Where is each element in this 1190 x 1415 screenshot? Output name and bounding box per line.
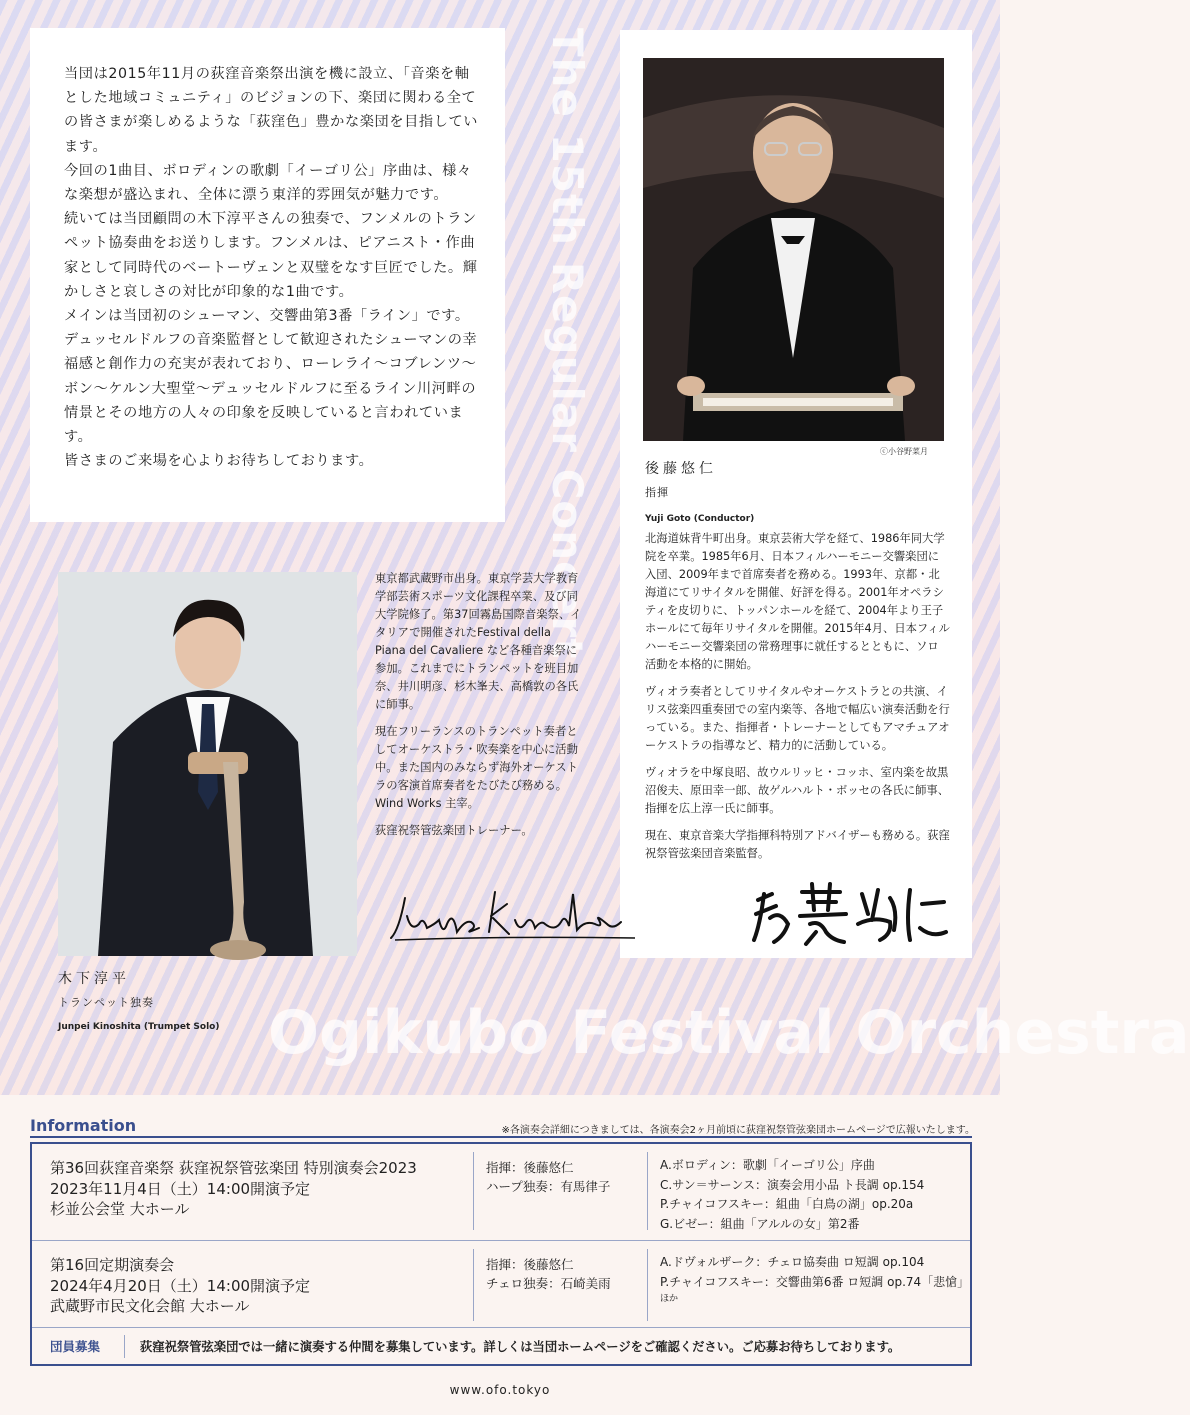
- conductor-portrait-illustration: [643, 58, 944, 441]
- conductor-bio-paragraph: 北海道妹背牛町出身。東京芸術大学を経て、1986年同大学院を卒業。1985年6月、日本フィルハーモニー交響楽団に入団、2009年まで首席奏者を務める。1993年、京都・北海道にてリサイタルを開催、好評を得る。2001年オペラシティを皮切りに、トッパンホールを経て、2004年より王子ホールにて毎年リサイタルを開催。2015年4月、日本フィルハーモニー交響楽団の常務理事に就任するとともに、ソロ活動を本格的に開始。: [645, 532, 950, 671]
- event-performers: [486, 1255, 611, 1293]
- recruit-row: [32, 1327, 970, 1365]
- conductor-bio-paragraph: ヴィオラ奏者としてリサイタルやオーケストラとの共演、イリス弦楽四重奏団での室内楽等、各地で幅広い演奏活動を行っている。また、指揮者・トレーナーとしてもアマチュアオーケストラの指導など、精力的に活動している。: [645, 685, 950, 752]
- photo-credit: ⓒ小谷野菜月: [880, 447, 928, 456]
- column-divider: [473, 1249, 474, 1321]
- conductor-name-block: [645, 458, 754, 524]
- program-note: ほか: [660, 1294, 679, 1304]
- conductor-role-jp: 指揮: [645, 486, 669, 499]
- event-row: [32, 1240, 970, 1329]
- intro-paragraph: 今回の1曲目、ボロディンの歌劇「イーゴリ公」序曲は、様々な楽想が盛込まれ、全体に漂う東洋的雰囲気が魅力です。: [64, 162, 472, 204]
- event-date: 2024年4月20日（土）14:00開演予定: [50, 1276, 311, 1295]
- event-row: [32, 1144, 970, 1238]
- trumpeter-name-jp: 木下淳平: [58, 971, 130, 987]
- recruit-label: 団員募集: [50, 1339, 101, 1354]
- website-url[interactable]: www.ofo.tokyo: [449, 1383, 551, 1397]
- column-divider: [124, 1335, 125, 1358]
- intro-paragraph: 続いては当団顧問の木下淳平さんの独奏で、フンメルのトランペット協奏曲をお送りします。フンメルは、ピアニスト・作曲家として同時代のベートーヴェンと双璧をなす巨匠でした。輝かしさと哀しさの対比が印象的な1曲です。: [64, 211, 478, 300]
- information-table: [30, 1142, 972, 1366]
- intro-box: [30, 28, 505, 522]
- conductor-signature: [750, 880, 950, 950]
- trumpeter-name-block: [58, 968, 219, 1032]
- performer: 指揮：後藤悠仁: [486, 1160, 574, 1175]
- event-details: [50, 1158, 417, 1220]
- trumpeter-bio-paragraph: 東京都武蔵野市出身。東京学芸大学教育学部芸術スポーツ文化課程卒業、及び同大学院修了。第37回霧島国際音楽祭、イタリアで開催されたFestival della Piana del Cavaliere など各種音楽祭に参加。これまでにトランペットを班目加奈、井川明彦、杉木峯夫、高橋敦の各氏に師事。: [375, 572, 582, 711]
- performer: チェロ独奏：石崎美雨: [486, 1276, 611, 1291]
- conductor-bio: [645, 530, 950, 863]
- event-title: 第36回荻窪音楽祭 荻窪祝祭管弦楽団 特別演奏会2023: [50, 1159, 417, 1177]
- trumpeter-signature: [385, 880, 645, 950]
- conductor-name-en: Yuji Goto (Conductor): [645, 514, 755, 524]
- event-date: 2023年11月4日（土）14:00開演予定: [50, 1179, 311, 1198]
- trumpeter-bio-paragraph: 現在フリーランスのトランペット奏者としてオーケストラ・吹奏楽を中心に活動中。また国内のみならず海外オーケストラの客演首席奏者をたびたび務める。Wind Works 主宰。: [375, 725, 578, 810]
- program-item: C.サン＝サーンス：演奏会用小品 ト長調 op.154: [660, 1177, 925, 1192]
- event-venue: 武蔵野市民文化会館 大ホール: [50, 1297, 250, 1315]
- trumpeter-photo: [58, 572, 357, 956]
- event-performers: [486, 1158, 610, 1196]
- orchestra-name-watermark: Ogikubo Festival Orchestra: [268, 998, 1190, 1068]
- event-program: [660, 1156, 924, 1234]
- intro-paragraph: 当団は2015年11月の荻窪音楽祭出演を機に設立、「音楽を軸とした地域コミュニティ」のビジョンの下、楽団に関わる全ての皆さまが楽しめるような「荻窪色」豊かな楽団を目指しています。: [64, 66, 479, 155]
- performer: ハープ独奏：有馬律子: [486, 1179, 611, 1194]
- conductor-bio-paragraph: ヴィオラを中塚良昭、故ウルリッヒ・コッホ、室内楽を故黒沼俊夫、原田幸一郎、故ゲルハルト・ボッセの各氏に師事、指揮を広上淳一氏に師事。: [645, 766, 950, 815]
- event-program: [660, 1253, 969, 1306]
- information-heading: Information: [30, 1116, 137, 1135]
- program-item: A.ドヴォルザーク：チェロ協奏曲 ロ短調 op.104: [660, 1255, 925, 1269]
- vertical-concert-title: The 15th Regular Concert: [543, 28, 592, 660]
- event-details: [50, 1255, 310, 1317]
- event-venue: 杉並公会堂 大ホール: [50, 1200, 190, 1218]
- column-divider: [473, 1152, 474, 1230]
- column-divider: [647, 1152, 648, 1230]
- event-title: 第16回定期演奏会: [50, 1256, 175, 1274]
- trumpeter-portrait-illustration: [58, 572, 357, 956]
- performer: 指揮：後藤悠仁: [486, 1257, 574, 1272]
- program-item: P.チャイコフスキー：交響曲第6番 ロ短調 op.74「悲愴」: [660, 1274, 970, 1289]
- trumpeter-role-jp: トランペット独奏: [58, 996, 154, 1009]
- intro-paragraph: メインは当団初のシューマン、交響曲第3番「ライン」です。デュッセルドルフの音楽監督として歓迎されたシューマンの幸福感と創作力の充実が表れており、ローレライ～コブレンツ～ボン～ケルン大聖堂～デュッセルドルフに至るライン川河畔の情景とその地方の人々の印象を反映していると言われています。: [64, 308, 478, 446]
- program-item: A.ボロディン：歌劇「イーゴリ公」序曲: [660, 1158, 875, 1172]
- conductor-photo: [643, 58, 944, 441]
- conductor-bio-paragraph: 現在、東京音楽大学指揮科特別アドバイザーも務める。荻窪祝祭管弦楽団音楽監督。: [645, 829, 950, 860]
- conductor-name-jp: 後藤悠仁: [645, 461, 717, 477]
- recruit-text: 荻窪祝祭管弦楽団では一緒に演奏する仲間を募集しています。詳しくは当団ホームページをご確認ください。ご応募お待ちしております。: [140, 1340, 901, 1354]
- program-item: P.チャイコフスキー：組曲「白鳥の湖」op.20a: [660, 1197, 914, 1211]
- trumpeter-name-en: Junpei Kinoshita (Trumpet Solo): [58, 1022, 220, 1032]
- program-item: G.ビゼー：組曲「アルルの女」第2番: [660, 1216, 860, 1231]
- trumpeter-bio: [375, 570, 585, 840]
- trumpeter-bio-paragraph: 荻窪祝祭管弦楽団トレーナー。: [375, 824, 533, 837]
- information-note: ※各演奏会詳細につきましては、各演奏会2ヶ月前頃に荻窪祝祭管弦楽団ホームページで広報いたします。: [501, 1125, 975, 1136]
- column-divider: [647, 1249, 648, 1321]
- intro-paragraph: 皆さまのご来場を心よりお待ちしております。: [64, 453, 374, 470]
- information-rule: [30, 1136, 972, 1138]
